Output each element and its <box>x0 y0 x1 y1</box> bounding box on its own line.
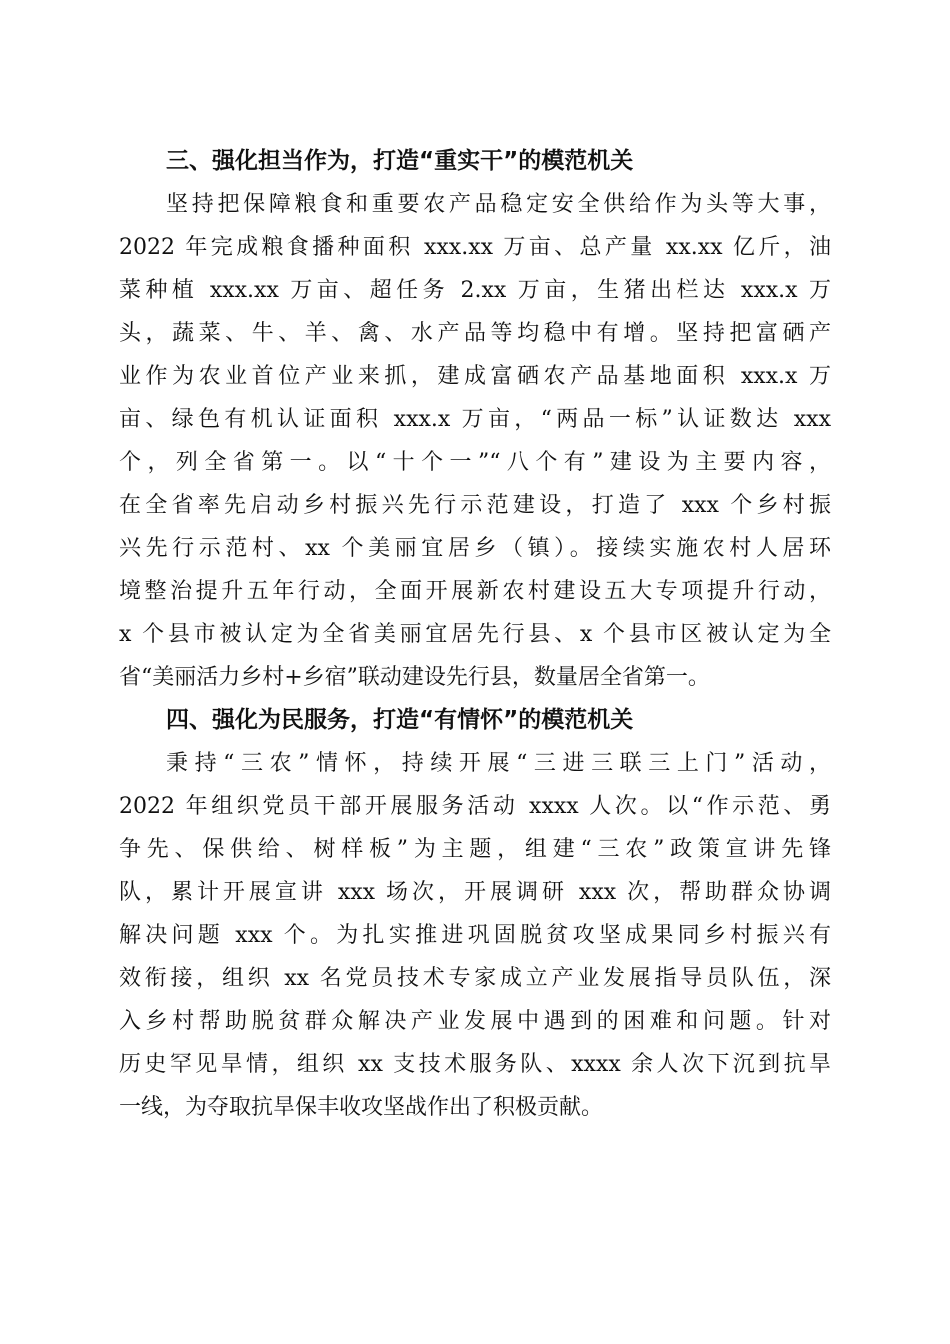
text-line: x 个县市被认定为全省美丽宜居先行县、x 个县市区被认定为全 <box>119 622 831 647</box>
text-line: 历史罕见旱情，组织 xx 支技术服务队、xxxx 余人次下沉到抗旱 <box>119 1052 831 1077</box>
text-line: 境整治提升五年行动，全面开展新农村建设五大专项提升行动， <box>119 579 831 604</box>
section-3-paragraph <box>119 183 831 699</box>
text-line: 效衔接，组织 xx 名党员技术专家成立产业发展指导员队伍，深 <box>119 966 831 991</box>
text-line: 解决问题 xxx 个。为扎实推进巩固脱贫攻坚成果同乡村振兴有 <box>119 923 831 948</box>
section-4-heading: 四、强化为民服务，打造“有情怀”的模范机关 <box>166 707 634 733</box>
text-line: 头，蔬菜、牛、羊、禽、水产品等均稳中有增。坚持把富硒产 <box>119 321 831 346</box>
text-line: 业作为农业首位产业来抓，建成富硒农产品基地面积 xxx.x 万 <box>119 364 831 389</box>
text-line: 入乡村帮助脱贫群众解决产业发展中遇到的困难和问题。针对 <box>119 1009 831 1034</box>
section-4-paragraph <box>119 742 831 1129</box>
text-line: 坚持把保障粮食和重要农产品稳定安全供给作为头等大事， <box>166 192 831 217</box>
text-line: 一线，为夺取抗旱保丰收攻坚战作出了积极贡献。 <box>119 1095 604 1120</box>
text-line: 省“美丽活力乡村+乡宿”联动建设先行县，数量居全省第一。 <box>119 665 710 690</box>
text-line: 菜种植 xxx.xx 万亩、超任务 2.xx 万亩，生猪出栏达 xxx.x 万 <box>119 278 831 303</box>
text-line: 个，列全省第一。以“十个一”“八个有”建设为主要内容， <box>119 450 831 475</box>
text-line: 亩、绿色有机认证面积 xxx.x 万亩，“两品一标”认证数达 xxx <box>119 407 831 432</box>
document-body <box>119 140 831 1129</box>
text-line: 在全省率先启动乡村振兴先行示范建设，打造了 xxx 个乡村振 <box>119 493 831 518</box>
text-line: 2022 年完成粮食播种面积 xxx.xx 万亩、总产量 xx.xx 亿斤，油 <box>119 235 831 260</box>
text-line: 秉持“三农”情怀，持续开展“三进三联三上门”活动， <box>166 751 831 776</box>
section-3-heading: 三、强化担当作为，打造“重实干”的模范机关 <box>166 148 634 174</box>
text-line: 队，累计开展宣讲 xxx 场次，开展调研 xxx 次，帮助群众协调 <box>119 880 831 905</box>
text-line: 争先、保供给、树样板”为主题，组建“三农”政策宣讲先锋 <box>119 837 831 862</box>
text-line: 兴先行示范村、xx 个美丽宜居乡（镇）。接续实施农村人居环 <box>119 536 831 561</box>
text-line: 2022 年组织党员干部开展服务活动 xxxx 人次。以“作示范、勇 <box>119 794 831 819</box>
